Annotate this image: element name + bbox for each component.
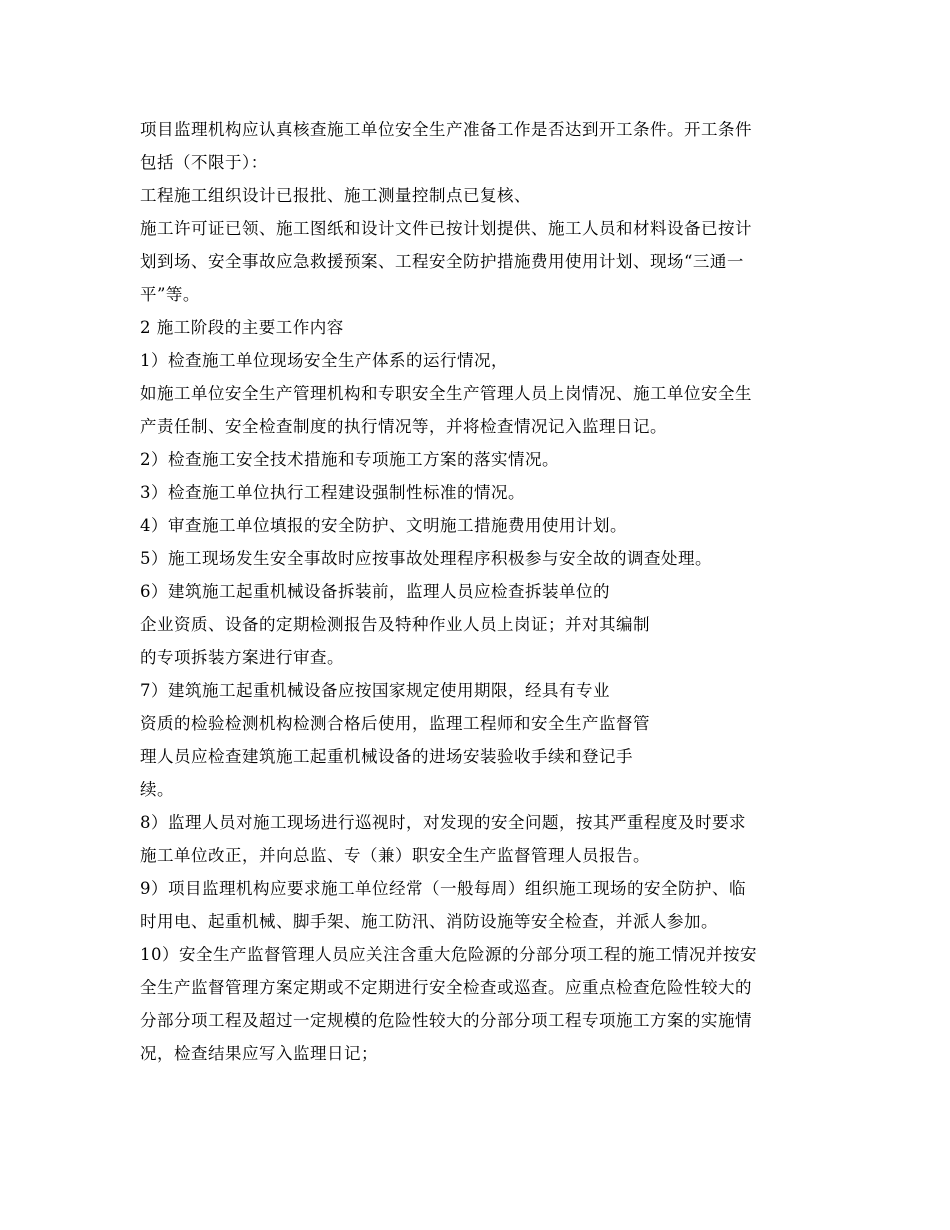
- text-line: 7）建筑施工起重机械设备应按国家规定使用期限，经具有专业: [140, 681, 610, 700]
- text-line: 项目监理机构应认真核查施工单位安全生产准备工作是否达到开工条件。开工条件: [140, 120, 752, 139]
- text-line: 5）施工现场发生安全事故时应按事故处理程序积极参与安全故的调查处理。: [140, 549, 712, 568]
- text-line: 资质的检验检测机构检测合格后使用，监理工程师和安全生产监督管: [140, 714, 650, 733]
- section-heading: 2 施工阶段的主要工作内容: [140, 318, 344, 337]
- text-line: 理人员应检查建筑施工起重机械设备的进场安装验收手续和登记手: [140, 747, 633, 766]
- text-line: 施工单位改正，并向总监、专（兼）职安全生产监督管理人员报告。: [140, 846, 650, 865]
- text-line: 分部分项工程及超过一定规模的危险性较大的分部分项工程专项施工方案的实施情: [140, 1011, 752, 1030]
- text-line: 1）检查施工单位现场安全生产体系的运行情况，: [140, 351, 508, 370]
- text-line: 10）安全生产监督管理人员应关注含重大危险源的分部分项工程的施工情况并按安: [140, 945, 757, 964]
- text-line: 时用电、起重机械、脚手架、施工防汛、消防设施等安全检查，并派人参加。: [140, 912, 718, 931]
- text-line: 6）建筑施工起重机械设备拆装前，监理人员应检查拆装单位的: [140, 582, 610, 601]
- text-line: 2）检查施工安全技术措施和专项施工方案的落实情况。: [140, 450, 559, 469]
- text-line: 包括（不限于）：: [140, 153, 268, 172]
- text-line: 8）监理人员对施工现场进行巡视时，对发现的安全问题，按其严重程度及时要求: [140, 813, 746, 832]
- text-line: 况，检查结果应写入监理日记；: [140, 1044, 378, 1063]
- text-line: 的专项拆装方案进行审查。: [140, 648, 344, 667]
- text-line: 产责任制、安全检查制度的执行情况等，并将检查情况记入监理日记。: [140, 417, 667, 436]
- text-line: 平”等。: [140, 285, 200, 304]
- text-line: 全生产监督管理方案定期或不定期进行安全检查或巡查。应重点检查危险性较大的: [140, 978, 752, 997]
- text-line: 3）检查施工单位执行工程建设强制性标准的情况。: [140, 483, 525, 502]
- text-line: 施工许可证已领、施工图纸和设计文件已按计划提供、施工人员和材料设备已按计: [140, 219, 752, 238]
- text-line: 9）项目监理机构应要求施工单位经常（一般每周）组织施工现场的安全防护、临: [140, 879, 746, 898]
- text-line: 工程施工组织设计已报批、施工测量控制点已复核、: [140, 186, 531, 205]
- text-line: 4）审查施工单位填报的安全防护、文明施工措施费用使用计划。: [140, 516, 627, 535]
- text-line: 划到场、安全事故应急救援预案、工程安全防护措施费用使用计划、现场“三通一: [140, 252, 744, 271]
- text-line: 如施工单位安全生产管理机构和专职安全生产管理人员上岗情况、施工单位安全生: [140, 384, 752, 403]
- text-line: 企业资质、设备的定期检测报告及特种作业人员上岗证；并对其编制: [140, 615, 650, 634]
- text-line: 续。: [140, 780, 174, 799]
